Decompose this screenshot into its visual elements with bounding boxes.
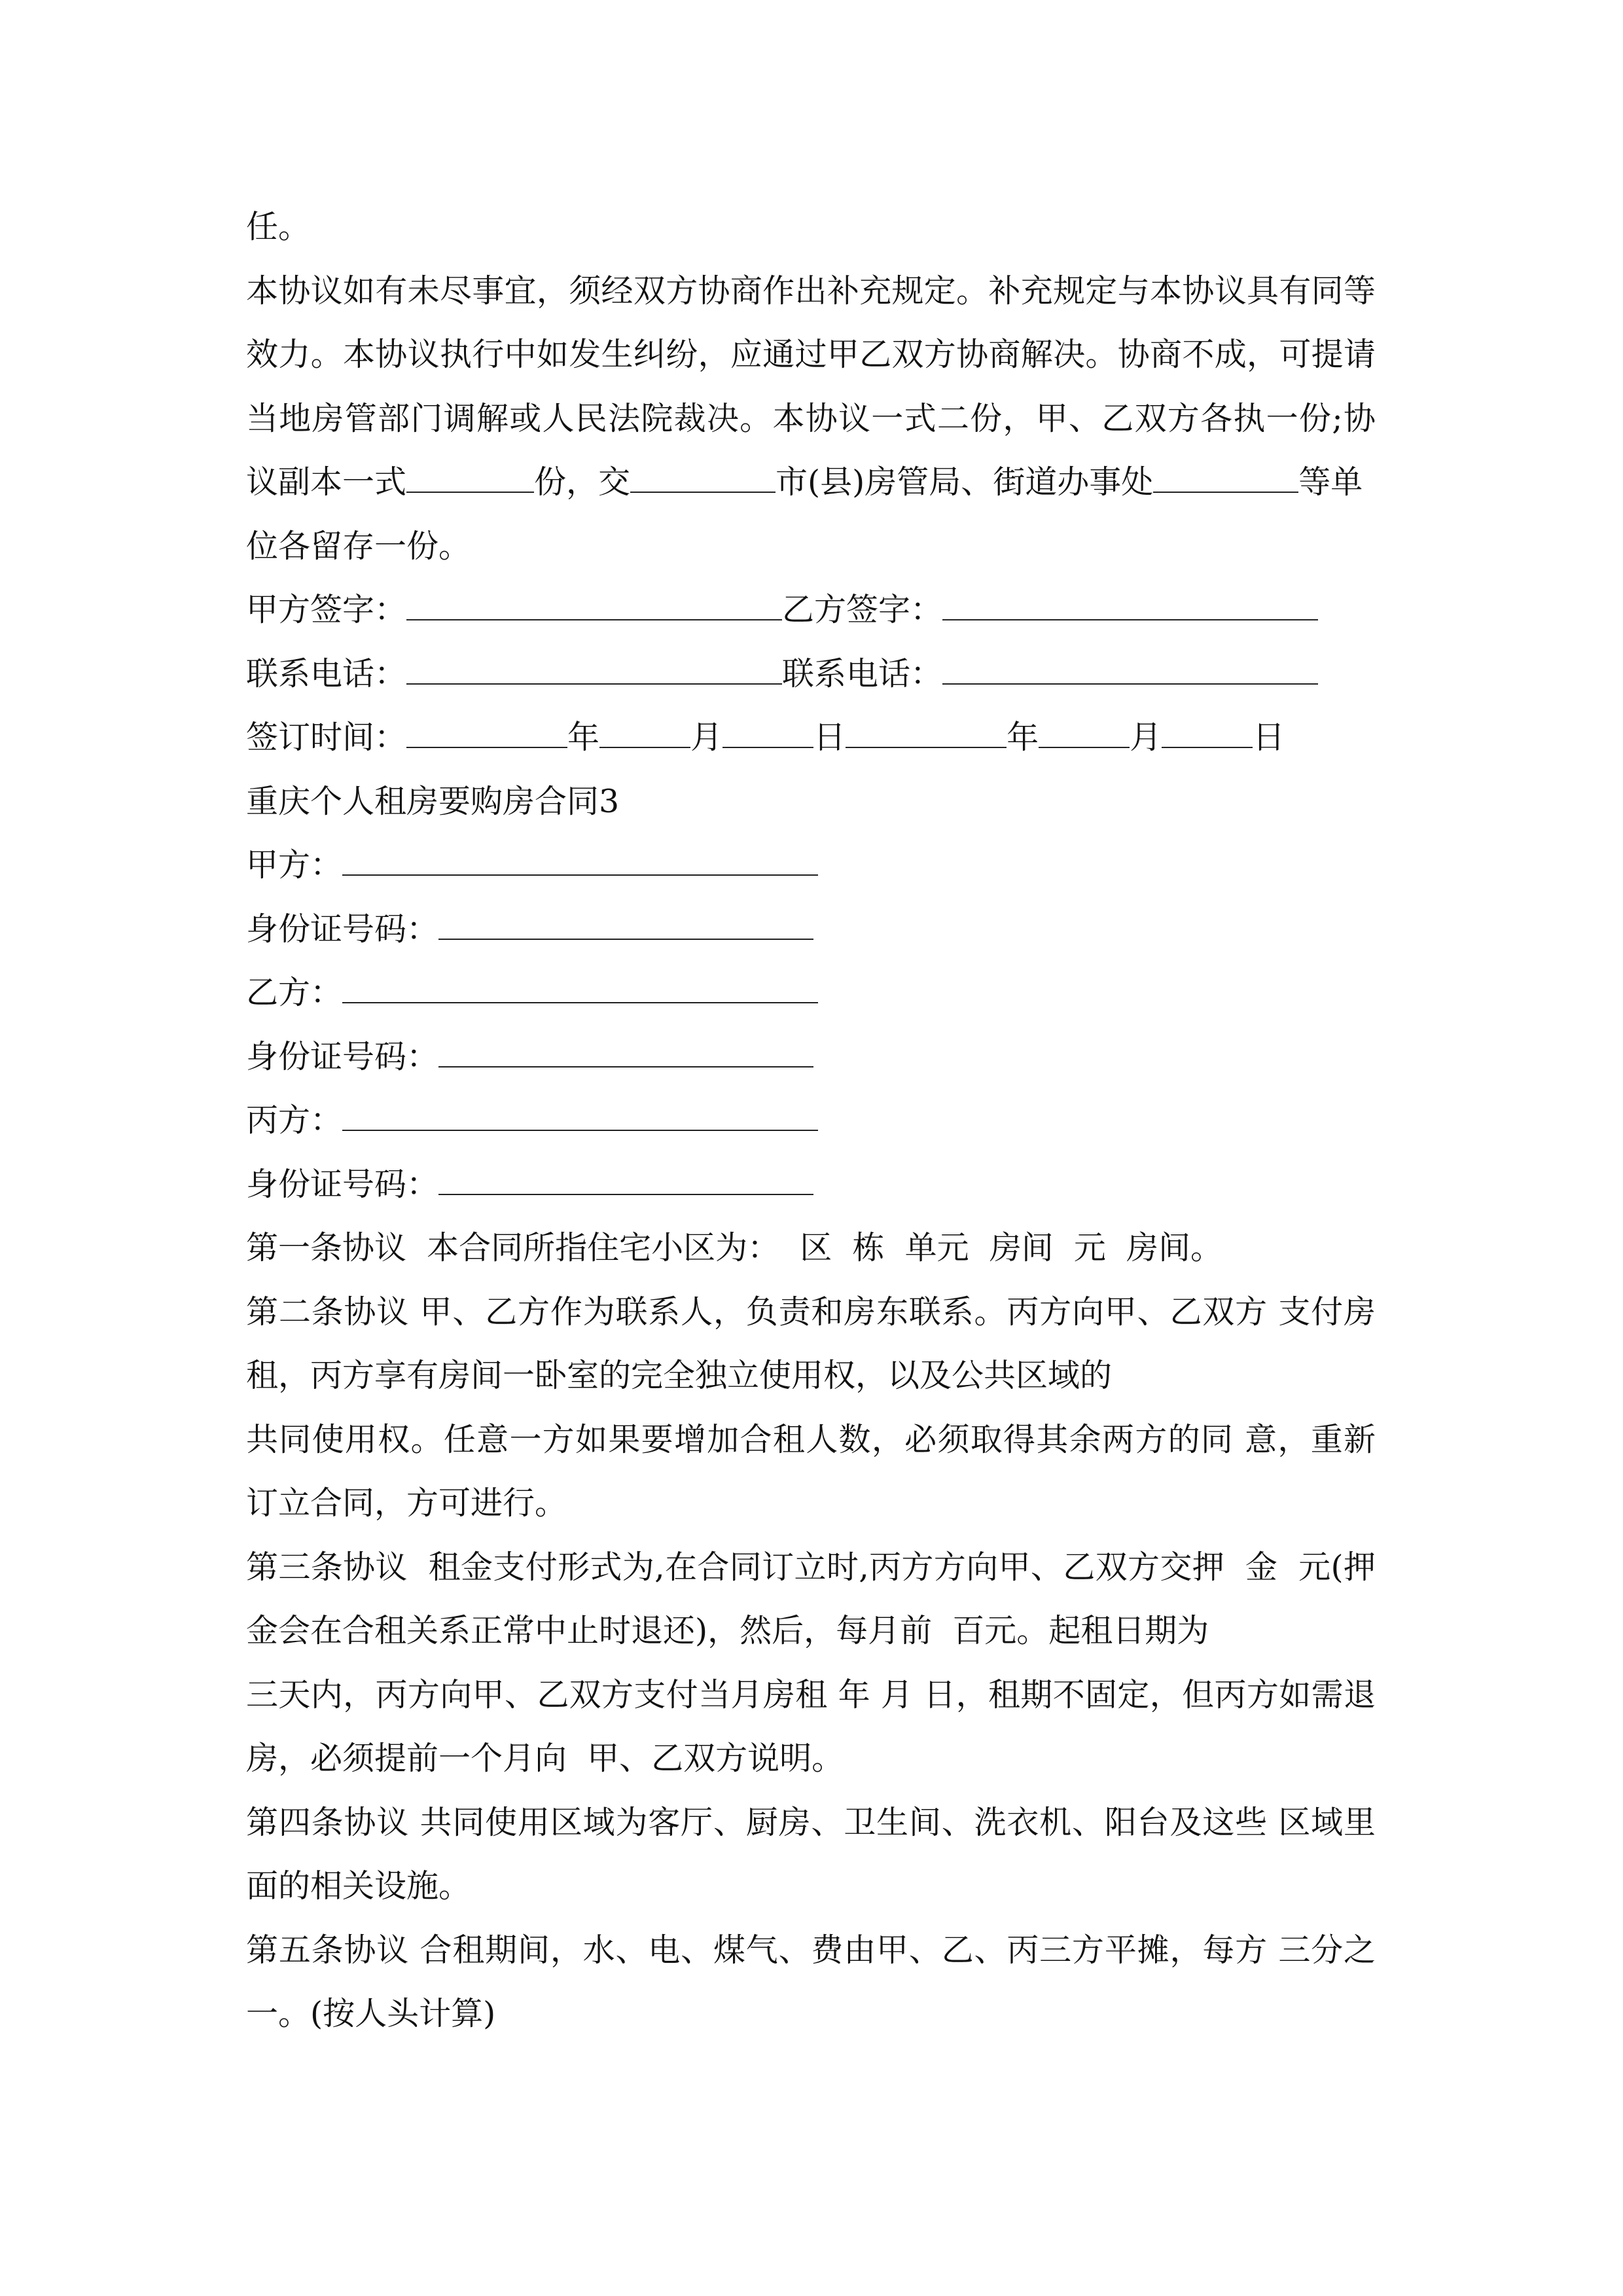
article-line: 一。(按人头计算): [246, 1995, 496, 2032]
article-line: 租，丙方享有房间一卧室的完全独立使用权，以及公共区域的: [246, 1357, 1113, 1394]
party-b-sign-label: 乙方签字：: [782, 591, 943, 628]
party-c-label: 丙方：: [246, 1102, 343, 1139]
month-label: 月: [1130, 719, 1162, 756]
document-page: [246, 195, 1376, 2046]
party-a-line: [246, 833, 1376, 897]
paragraph-line: 当地房管部门调解或人民法院裁决。本协议一式二份，甲、乙双方各执一份;协: [246, 399, 1376, 437]
city-blank[interactable]: [630, 472, 776, 493]
phone-line: [246, 642, 1376, 706]
article-line: 面的相关设施。: [246, 1867, 471, 1905]
party-a-sign-label: 甲方签字：: [246, 591, 407, 628]
party-a-id-blank[interactable]: [438, 919, 813, 940]
year-blank[interactable]: [846, 727, 1007, 748]
party-c-line: [246, 1088, 1376, 1153]
article-line: 房，必须提前一个月向 甲、乙双方说明。: [246, 1740, 844, 1777]
phone-a-blank[interactable]: [406, 664, 782, 685]
party-a-blank[interactable]: [342, 855, 818, 876]
copies-text: 市(县)房管局、街道办事处: [776, 463, 1154, 501]
phone-b-label: 联系电话：: [782, 655, 943, 692]
party-a-id-line: [246, 897, 1376, 961]
year-blank[interactable]: [406, 727, 567, 748]
party-b-id-blank[interactable]: [438, 1047, 813, 1067]
contract-title: 重庆个人租房要购房合同3: [246, 782, 620, 820]
copies-count-blank[interactable]: [406, 472, 534, 493]
year-label: 年: [567, 719, 600, 756]
day-label: 日: [1253, 719, 1285, 756]
date-label: 签订时间：: [246, 719, 407, 756]
party-c-id-blank[interactable]: [438, 1174, 813, 1195]
paragraph-line: 效力。本协议执行中如发生纠纷，应通过甲乙双方协商解决。协商不成，可提请: [246, 336, 1376, 373]
copies-text: 份，交: [534, 463, 631, 501]
copies-text: 等单: [1298, 463, 1363, 501]
party-b-sign-blank[interactable]: [942, 600, 1318, 620]
party-c-id-line: [246, 1153, 1376, 1217]
copies-text: 议副本一式: [246, 463, 407, 501]
article-line: 共同使用权。任意一方如果要增加合租人数，必须取得其余两方的同 意，重新: [246, 1420, 1376, 1458]
phone-b-blank[interactable]: [942, 664, 1318, 685]
party-b-blank[interactable]: [342, 982, 818, 1003]
article-line: 第一条协议 本合同所指住宅小区为： 区 栋 单元 房间 元 房间。: [246, 1229, 1223, 1266]
article-line: 第四条协议 共同使用区域为客厅、厨房、卫生间、洗衣机、阳台及这些 区域里: [246, 1803, 1376, 1841]
party-b-label: 乙方：: [246, 974, 343, 1011]
party-b-line: [246, 961, 1376, 1025]
party-b-id-line: [246, 1025, 1376, 1089]
paragraph-line: 任。: [246, 208, 311, 245]
article-line: 金会在合租关系正常中止时退还)，然后，每月前 百元。起租日期为: [246, 1612, 1209, 1649]
phone-a-label: 联系电话：: [246, 655, 407, 692]
party-a-sign-blank[interactable]: [406, 600, 782, 620]
day-blank[interactable]: [1162, 727, 1253, 748]
id-label: 身份证号码：: [246, 1165, 439, 1203]
signature-line: [246, 578, 1376, 642]
article-line: 订立合同，方可进行。: [246, 1484, 567, 1522]
party-c-blank[interactable]: [342, 1110, 818, 1131]
paragraph-line: 位各留存一份。: [246, 527, 471, 565]
id-label: 身份证号码：: [246, 1037, 439, 1075]
day-blank[interactable]: [722, 727, 813, 748]
month-blank[interactable]: [1039, 727, 1130, 748]
article-line: 三天内，丙方向甲、乙双方支付当月房租 年 月 日，租期不固定，但丙方如需退: [246, 1676, 1376, 1713]
month-blank[interactable]: [599, 727, 690, 748]
article-line: 第五条协议 合租期间，水、电、煤气、费由甲、乙、丙三方平摊，每方 三分之: [246, 1931, 1376, 1969]
year-label: 年: [1007, 719, 1039, 756]
date-line: [246, 706, 1376, 770]
article-line: 第二条协议 甲、乙方作为联系人，负责和房东联系。丙方向甲、乙双方 支付房: [246, 1293, 1376, 1331]
article-line: 第三条协议 租金支付形式为,在合同订立时,丙方方向甲、乙双方交押 金 元(押: [246, 1548, 1376, 1586]
day-label: 日: [813, 719, 846, 756]
paragraph-line: 本协议如有未尽事宜，须经双方协商作出补充规定。补充规定与本协议具有同等: [246, 272, 1376, 310]
party-a-label: 甲方：: [246, 846, 343, 884]
office-blank[interactable]: [1153, 472, 1298, 493]
month-label: 月: [690, 719, 723, 756]
id-label: 身份证号码：: [246, 910, 439, 948]
copies-line: [246, 450, 1376, 514]
